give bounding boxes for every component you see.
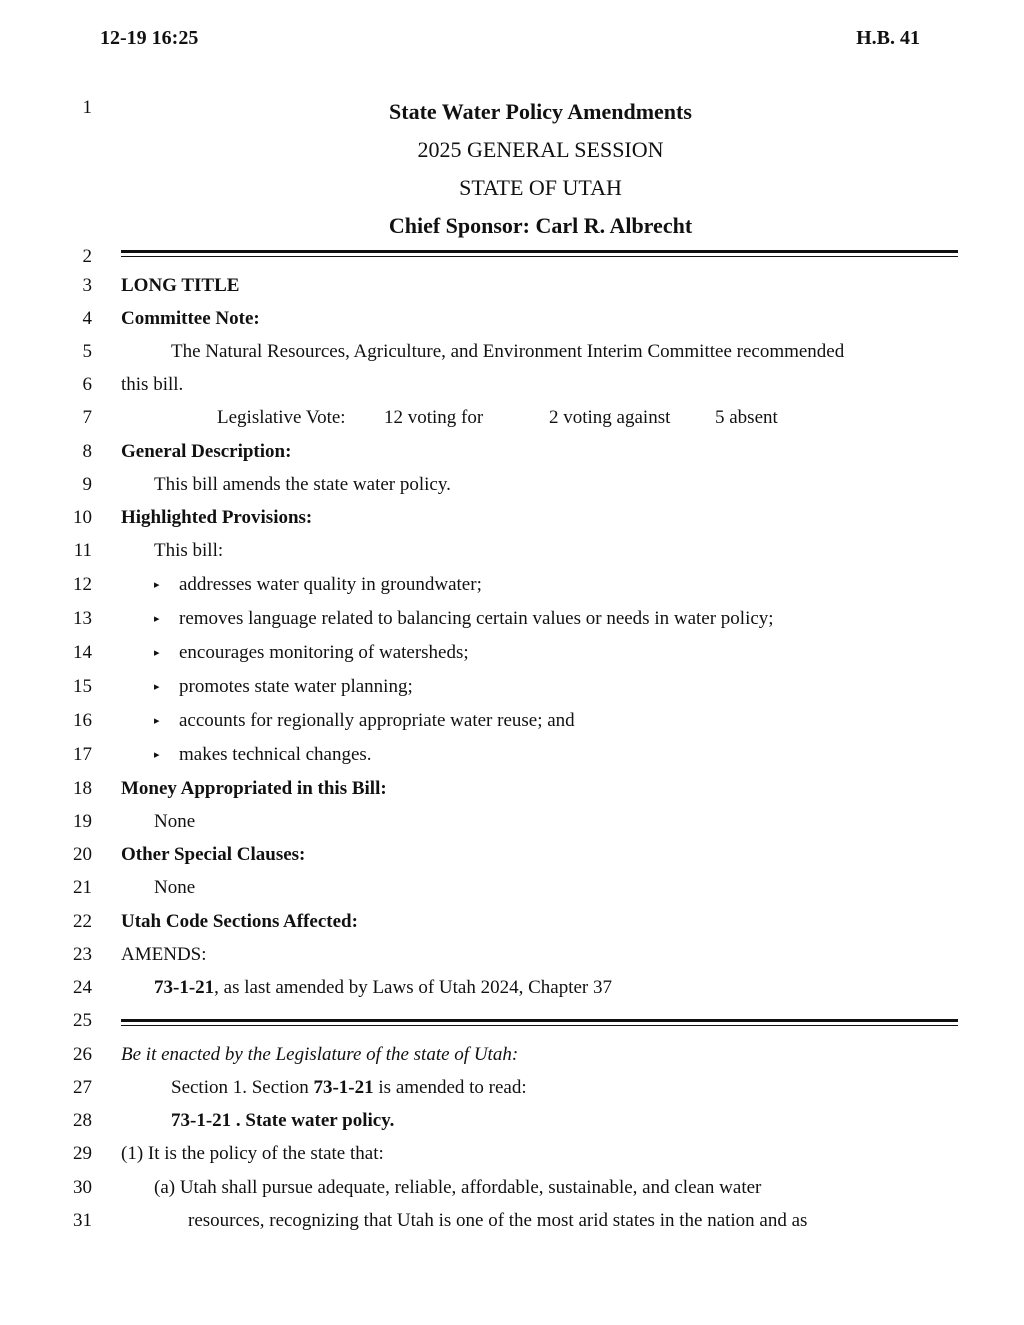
provision-text: encourages monitoring of watersheds;	[179, 642, 469, 663]
vote-against: 2 voting against	[549, 407, 671, 428]
provision-text: addresses water quality in groundwater;	[179, 574, 482, 595]
provision-item	[154, 676, 413, 698]
header-timestamp: 12-19 16:25	[100, 27, 199, 49]
bill-title: State Water Policy Amendments	[389, 99, 692, 124]
section-ref: 73-1-21	[154, 977, 215, 998]
line-number: 18	[73, 778, 92, 799]
line-number: 13	[73, 608, 92, 629]
line-number: 20	[73, 844, 92, 865]
header-bill-number: H.B. 41	[856, 27, 920, 49]
line-number: 14	[73, 642, 92, 663]
section-intro-text-end: is amended to read:	[373, 1077, 527, 1098]
bullet-icon: ▸	[154, 681, 160, 693]
provision-text: makes technical changes.	[179, 744, 372, 765]
line-number: 23	[73, 944, 92, 965]
line-number: 27	[73, 1077, 92, 1098]
committee-note-heading: Committee Note:	[121, 308, 260, 329]
general-description-heading: General Description:	[121, 441, 292, 462]
line-number: 22	[73, 911, 92, 932]
line-number: 5	[82, 341, 92, 362]
vote-label: Legislative Vote:	[217, 407, 346, 428]
amended-section	[154, 977, 612, 999]
line-number: 16	[73, 710, 92, 731]
section-intro-ref: 73-1-21	[313, 1077, 374, 1098]
code-sections-heading: Utah Code Sections Affected:	[121, 911, 358, 932]
section-intro	[171, 1077, 527, 1099]
line-number: 19	[73, 811, 92, 832]
highlighted-provisions-heading: Highlighted Provisions:	[121, 507, 313, 528]
line-number: 15	[73, 676, 92, 697]
line-number: 9	[82, 474, 92, 495]
subsection-1a-cont: resources, recognizing that Utah is one of the most arid states in the nation and as	[188, 1210, 808, 1231]
bill-session: 2025 GENERAL SESSION	[417, 137, 664, 162]
general-description: This bill amends the state water policy.	[154, 474, 451, 495]
line-number: 26	[73, 1044, 92, 1065]
committee-note-text: The Natural Resources, Agriculture, and Environment Interim Committee recommended	[171, 341, 845, 362]
line-number: 21	[73, 877, 92, 898]
bill-state: STATE OF UTAH	[459, 175, 622, 200]
highlighted-intro: This bill:	[154, 540, 224, 561]
bullet-icon: ▸	[154, 579, 160, 591]
long-title-heading: LONG TITLE	[121, 275, 240, 296]
bullet-icon: ▸	[154, 613, 160, 625]
amends-label: AMENDS:	[121, 944, 207, 965]
provision-text: promotes state water planning;	[179, 676, 413, 697]
line-number: 4	[82, 308, 92, 329]
bullet-icon: ▸	[154, 647, 160, 659]
provision-text: removes language related to balancing certain values or needs in water policy;	[179, 608, 774, 629]
bullet-icon: ▸	[154, 749, 160, 761]
line-number: 3	[82, 275, 92, 296]
section-ref-note: , as last amended by Laws of Utah 2024, Chapter 37	[214, 977, 613, 998]
line-number: 7	[82, 407, 92, 428]
double-rule-bottom	[121, 1019, 958, 1022]
committee-note-text-cont: this bill.	[121, 374, 184, 395]
line-number: 24	[73, 977, 92, 998]
line-number: 29	[73, 1143, 92, 1164]
enacting-clause: Be it enacted by the Legislature of the state of Utah:	[121, 1044, 519, 1065]
special-clauses-heading: Other Special Clauses:	[121, 844, 306, 865]
double-rule-top-thin	[121, 256, 958, 257]
provision-item	[154, 744, 372, 766]
line-number: 8	[82, 441, 92, 462]
section-heading: 73-1-21 . State water policy.	[171, 1110, 395, 1131]
special-clauses-value: None	[154, 877, 196, 898]
provision-item	[154, 574, 482, 596]
provision-item	[154, 608, 774, 630]
provision-text: accounts for regionally appropriate water reuse; and	[179, 710, 575, 731]
provision-item	[154, 642, 469, 664]
money-value: None	[154, 811, 196, 832]
line-number: 12	[73, 574, 92, 595]
provision-item	[154, 710, 575, 732]
line-number: 31	[73, 1210, 92, 1231]
vote-absent: 5 absent	[715, 407, 778, 428]
money-heading: Money Appropriated in this Bill:	[121, 778, 387, 799]
vote-for: 12 voting for	[384, 407, 484, 428]
line-number: 6	[82, 374, 92, 395]
line-number: 2	[82, 246, 92, 267]
double-rule-top	[121, 250, 958, 253]
line-number: 28	[73, 1110, 92, 1131]
line-number: 10	[73, 507, 92, 528]
line-number: 30	[73, 1177, 92, 1198]
bill-sponsor: Chief Sponsor: Carl R. Albrecht	[388, 213, 693, 238]
line-number: 17	[73, 744, 92, 765]
line-number: 11	[73, 540, 92, 561]
subsection-1: (1) It is the policy of the state that:	[121, 1143, 384, 1164]
subsection-1a: (a) Utah shall pursue adequate, reliable, affordable, sustainable, and clean water	[154, 1177, 762, 1198]
line-number: 1	[82, 97, 92, 118]
section-intro-text: Section 1. Section	[171, 1077, 314, 1098]
double-rule-bottom-thin	[121, 1025, 958, 1026]
line-number: 25	[73, 1010, 92, 1031]
bullet-icon: ▸	[154, 715, 160, 727]
